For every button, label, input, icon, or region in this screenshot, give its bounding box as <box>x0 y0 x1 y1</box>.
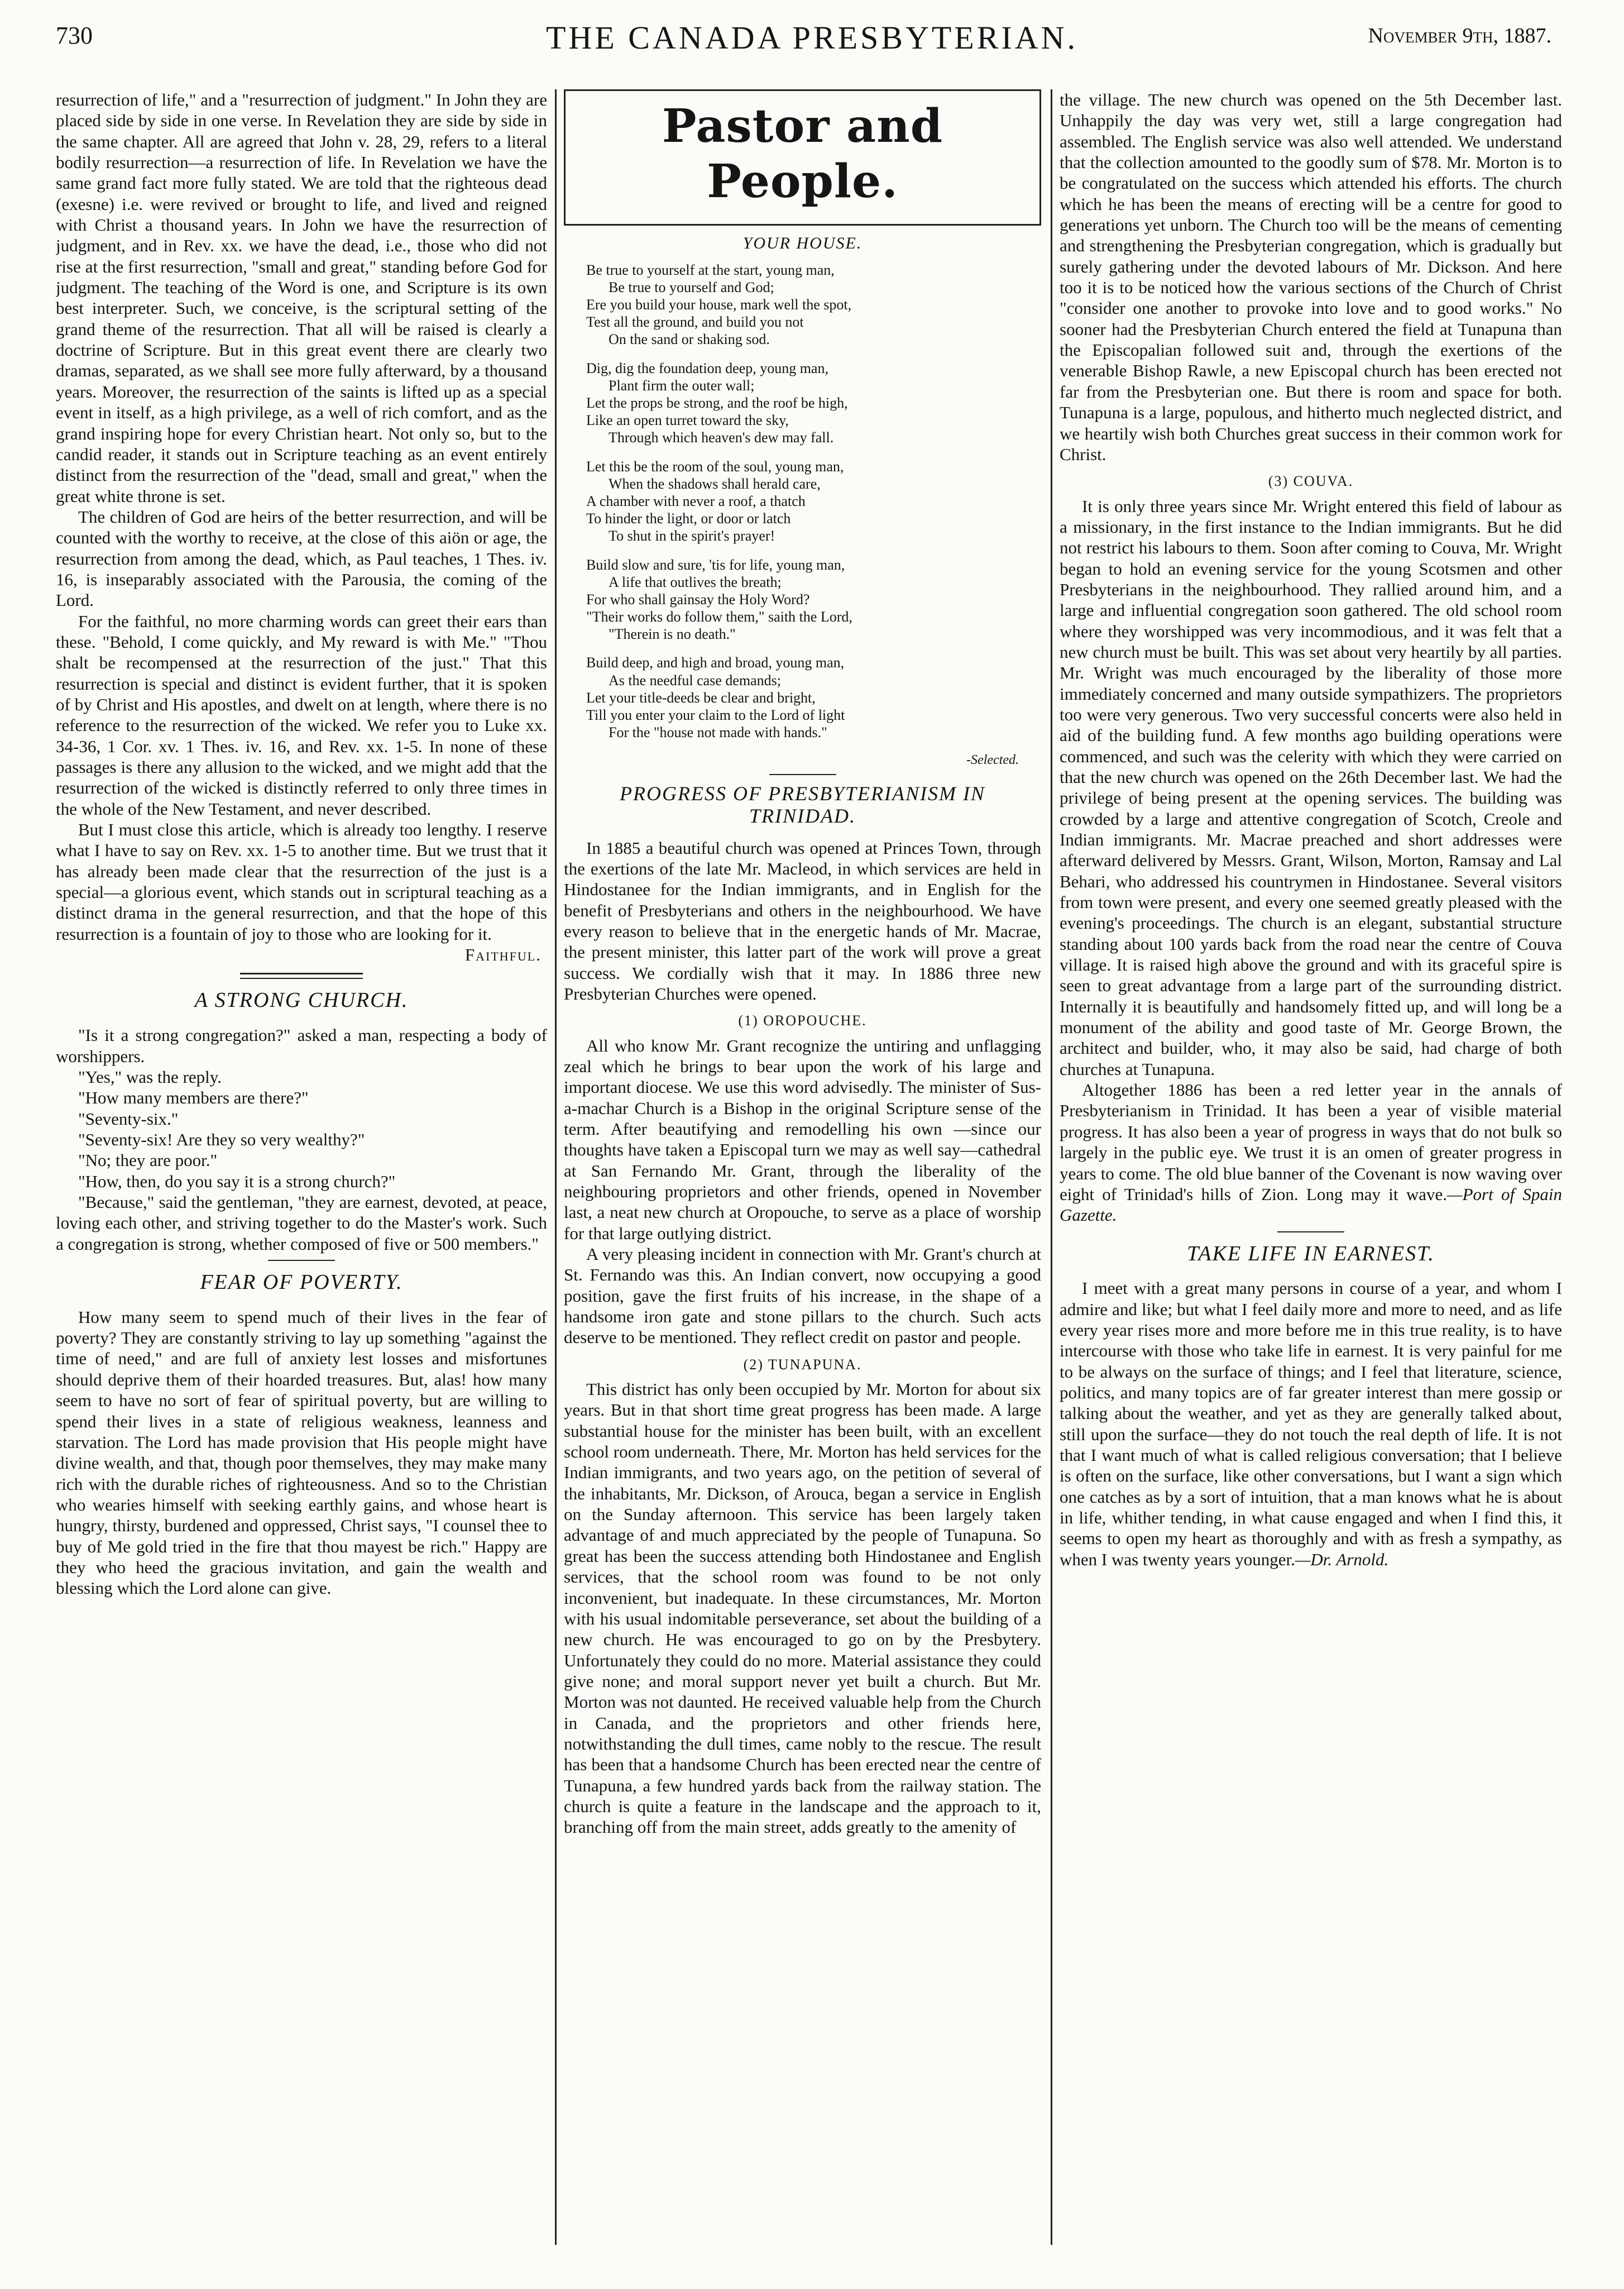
poem-line: "Therein is no death." <box>609 626 736 643</box>
article-paragraph: This district has only been occupied by Mr. Morton for about six years. But in that short time great progress has been made. A large substantial house for the minister has been built, with an excellent school room underneath. There, Mr. Morton has held services for the Indian immigrants, and two years ago, on the petition of several of the inhabitants, Mr. Dickson, of Arouca, began a service in English on the Sunday afternoon. This service has been largely taken advantage of and much appreciated by the people of Tunapuna. So great has been the success attending both Hindostanee and English services, that the school room was found to be not only inconvenient, but inadequate. In these circumstances, Mr. Morton with his usual indomitable perseverance, set about the building of a new church. He was encouraged to go on by the Presbytery. Unfortunately they could do no more. Material assistance they could give none; and moral support never yet built a church. But Mr. Morton was not daunted. He received valuable help from the Church in Canada, and the proprietors and other friends here, notwithstanding the dull times, came nobly to the rescue. The result has been that a handsome Church has been erected near the centre of Tunapuna, a few hundred yards back from the railway station. The church is quite a feature in the landscape and the approach to it, branching off from the main street, adds greatly to the amenity of <box>564 1379 1041 1837</box>
dialogue-line: "Yes," was the reply. <box>78 1067 222 1087</box>
poem-line: To shut in the spirit's prayer! <box>609 528 775 544</box>
article-paragraph: In 1885 a beautiful church was opened at Princes Town, through the exertions of the late Mr. Macleod, in which services are held in Hindostanee for the Indian immigrants, and in English for the benefit of Presbyterians and others in the neighbourhood. We have every reason to believe that in the energetic hands of Mr. Macrae, the present minister, this latter part of the work will prove a great success. We cordially wish that it may. In 1886 three new Presbyterian Churches were opened. <box>564 838 1041 1003</box>
poem-stanza <box>586 360 1041 447</box>
poem-line: As the needful case demands; <box>609 672 782 689</box>
section-divider <box>1277 1231 1344 1232</box>
paragraph-text: I meet with a great many persons in course of a year, and whom I admire and like; but what I feel daily more and more to need, and as life every year rises more and more before me in this true reality, is to have intercourse with those who take life in earnest. It is very painful for me to be always on the surface of things; and I feel that literature, science, politics, and many topics are of far greater interest than mere gossip or talking about the weather, and yet as they are generally talked about, still upon the surface—they do not touch the real depth of life. It is not that I want much of what is called religious conversation; that I believe is often on the surface, like other conversations, but I want a sign which one catches as by a sort of intuition, that a man knows what he is about in life, whither tending, in what cause engaged and when I find this, it seems to open my heart as thoroughly and with as fresh a sympathy, as when I was twenty years younger. <box>1060 1278 1562 1569</box>
article-paragraph: But I must close this article, which is already too lengthy. I reserve what I have to say on Rev. xx. 1-5 to another time. But we trust that it has already been made clear that the resurrection of the just is a special—a glorious event, which stands out in scriptural teaching as a distinct drama in the general resurrection, and that the hope of this resurrection is a fountain of joy to those who are looking for it. <box>56 820 547 944</box>
poem-stanza <box>586 458 1041 545</box>
column-divider <box>555 89 557 2245</box>
dialogue-line: "How many members are there?" <box>78 1088 309 1108</box>
article-paragraph <box>1060 1278 1562 1570</box>
article-paragraph: How many seem to spend much of their lives in the fear of poverty? They are constantly striving to lay up something "against the time of need," and are full of anxiety lest losses and misfortunes should deprive them of their hoarded treasures. But, alas! how many seem to have no sort of fear of spiritual poverty, but are willing to spend their lives in a state of religious weakness, leanness and starvation. The Lord has made provision that His people might have divine wealth, and that, though poor themselves, they may make many rich with the durable riches of righteousness. And so to the Christian who wearies himself with seeking earthly gains, and whose heart is hungry, thirsty, burdened and oppressed, Christ says, "I counsel thee to buy of Me gold tried in the fire that thou mayest be rich." Happy are they who heed the gracious invitation, and gain the wealth and blessing which the Lord alone can give. <box>56 1307 547 1598</box>
column-middle <box>564 89 1041 2256</box>
poem-line: Plant firm the outer wall; <box>609 377 755 394</box>
article-title: A STRONG CHURCH. <box>194 988 409 1012</box>
poem-line: "Their works do follow them," saith the Lord, <box>586 609 852 625</box>
poem-stanza <box>586 556 1041 643</box>
article-paragraph: It is only three years since Mr. Wright entered this field of labour as a missionary, in the first instance to the Indian immigrants. But he did not restrict his labours to them. Soon after coming to Couva, Mr. Wright began to hold an evening service for the young Scotsmen and other Presbyterians in the neighbourhood. They rallied around him, and a large and influential congregation soon gathered. The old school room where they worshipped was very incommodious, and it was felt that a new church must be built. This was set about very heartily by all parties. Mr. Wright was much encouraged by the liberality of those more immediately concerned and many outside sympathizers. The proprietors too were very generous. Two very successful concerts were also held in aid of the building fund. A few months ago building operations were commenced, and such was the celerity with which they were carried on that the new church was opened on the 26th December last. We had the privilege of being present at the opening services. The building was crowded by a large and attentive congregation of Scotch, Creole and Indian immigrants. Mr. Macrae preached and short addresses were afterward delivered by Messrs. Grant, Wilson, Morton, Ramsay and Lal Behari, who addressed his countrymen in Hindostanee. Several visitors from town were present, and every one seemed greatly pleased with the evening's proceedings. The church is an elegant, substantial structure standing about 100 yards back from the road near the centre of Couva village. It is raised high above the ground and with its graceful spire is seen to great advantage from a large part of the surrounding district. Internally it is beautifully and handsomely fitted up, and will long be a monument of the ability and good taste of Mr. George Brown, the architect and builder, who, it may also be said, had charge of both churches at Tunapuna. <box>1060 496 1562 1079</box>
poem-line: Build slow and sure, 'tis for life, young man, <box>586 556 845 573</box>
poem-line: To hinder the light, or door or latch <box>586 510 791 527</box>
poem-line: For the "house not made with hands." <box>609 724 827 741</box>
article-title: PROGRESS OF PRESBYTERIANISM IN TRINIDAD. <box>620 782 985 827</box>
article-paragraph: the village. The new church was opened on the 5th December last. Unhappily the day was very wet, still a large congregation had assembled. The English service was also well attended. We understand that the collection amounted to the goodly sum of $78. Mr. Morton is to be congratulated on the success which attended his efforts. The church which he has been the means of erecting will be a centre for good to generations yet unborn. The Church too will be the means of cementing and strengthening the Presbyterian congregation, which is gradually but surely gathering under the devoted labours of Mr. Dickson. And here too it is to be noticed how the various sections of the Church of Christ "consider one another to provoke into love and to good works." No sooner had the Presbyterian Church entered the field at Tunapuna than the Episcopalian followed suit and, through the exertions of the venerable Bishop Rawle, a new Episcopal church has been erected not far from the Presbyterian one. But there is room and space for both. Tunapuna is a large, populous, and hitherto much neglected district, and we heartily wish both Churches great success in their common work for Christ. <box>1060 90 1562 464</box>
article-paragraph <box>1060 1079 1562 1225</box>
section-divider <box>240 973 363 979</box>
dialogue-line: "No; they are poor." <box>78 1150 218 1170</box>
article-credit: —Port of Spain Gazette. <box>1060 1184 1562 1225</box>
poem-line: Like an open turret toward the sky, <box>586 412 789 429</box>
article-paragraph: resurrection of life," and a "resurrection of judgment." In John they are placed side by side in one verse. In Revelation they are side by side in the same chapter. All are agreed that John v. 28, 29, refers to a literal bodily resurrection—a resurrection of life. In Revelation we have the same grand fact more fully stated. We are told that the righteous dead (exesne) i.e. were revived or brought to life, and lived and reigned with Christ a thousand years. In John we have the resurrection of judgment, and in Rev. xx. we have the dead, i.e., those who did not rise at the first resurrection, "small and great," standing before God for judgment. The teaching of the Word is one, and Scripture is its own best interpreter. Such, we conceive, is the scriptural setting of the grand theme of the resurrection. That all will be raised is clearly a doctrine of Scripture. But in this great event there are clearly two dramas, separated, as we shall see more fully afterward, by a thousand years. Moreover, the resurrection of the saints is lifted up as a special event in itself, as a high privilege, as a well of rich comfort, and as the grand inspiring hope for every Christian heart. Not only so, but to the candid reader, it stands out in Scripture teaching as an event entirely distinct from the resurrection of the "dead, small and great," when the great white throne is set. <box>56 90 547 506</box>
poem-line: Through which heaven's dew may fall. <box>609 429 834 446</box>
poem-line: A chamber with never a roof, a thatch <box>586 493 806 509</box>
poem-line: Let this be the room of the soul, young man, <box>586 458 844 475</box>
poem-line: Test all the ground, and build you not <box>586 314 804 331</box>
subsection-title: (3) COUVA. <box>1268 473 1354 490</box>
section-divider <box>268 1260 335 1261</box>
article-title: TAKE LIFE IN EARNEST. <box>1187 1241 1435 1265</box>
dialogue-line: "How, then, do you say it is a strong church?" <box>78 1171 396 1191</box>
page-header <box>0 0 1624 56</box>
poem-line: Be true to yourself at the start, young man, <box>586 261 835 278</box>
poem-line: When the shadows shall herald care, <box>609 475 821 492</box>
poem-line: Let the props be strong, and the roof be high, <box>586 395 848 412</box>
column-left <box>56 89 547 2256</box>
section-divider <box>769 774 836 775</box>
article-title: FEAR OF POVERTY. <box>200 1270 403 1294</box>
masthead: THE CANADA PRESBYTERIAN. <box>546 20 1078 56</box>
subsection-title: (1) OROPOUCHE. <box>738 1012 867 1029</box>
poem-stanza <box>586 261 1041 348</box>
subsection-title: (2) TUNAPUNA. <box>743 1356 862 1373</box>
article-signoff: Faithful. <box>464 945 542 965</box>
poem-credit: -Selected. <box>966 753 1019 768</box>
poem-line: Let your title-deeds be clear and bright, <box>586 689 816 706</box>
article-paragraph: The children of God are heirs of the better resurrection, and will be counted with the worthy to receive, at the close of this aiön or age, the resurrection from among the dead, which, as Paul teaches, 1 Thes. iv. 16, is inseparably associated with the Parousia, the coming of the Lord. <box>56 506 547 610</box>
issue-date: November 9th, 1887. <box>1368 24 1551 47</box>
paragraph-text: Altogether 1886 has been a red letter year in the annals of Presbyterianism in Trinidad. It has been a year of visible material progress. It has also been a year of progress in ways that do not bulk so largely in the public eye. We trust it is an omen of greater progress in years to come. The old blue banner of the Covenant is now waving over eight of Trinidad's hills of Zion. Long may it wave. <box>1060 1080 1562 1204</box>
poem-line: On the sand or shaking sod. <box>609 331 770 348</box>
dialogue-line: "Seventy-six! Are they so very wealthy?" <box>78 1129 365 1149</box>
section-banner <box>564 89 1041 226</box>
section-title: Pastor and People. <box>662 99 943 208</box>
column-divider <box>1051 89 1052 2245</box>
poem-line: Dig, dig the foundation deep, young man, <box>586 360 828 376</box>
poem-stanza <box>586 654 1041 741</box>
article-paragraph: All who know Mr. Grant recognize the untiring and unflagging zeal which he brings to bear upon the work of his large and important diocese. We use this word advisedly. The minister of Sus-a-machar Church is a Bishop in the original Scripture sense of the term. After beautifying and remodelling his own —since our thoughts have taken a Episcopal turn we may as well say—cathedral at San Fernando Mr. Grant, through the liberality of the neighbouring proprietors and other friends, opened in November last, a neat new church at Oropouche, to serve as a place of worship for that large outlying district. <box>564 1035 1041 1243</box>
article-paragraph: A very pleasing incident in connection with Mr. Grant's church at St. Fernando was this. An Indian convert, now occupying a good position, gave the first fruits of his increase, in the shape of a handsome iron gate and stone pillars to the church. Such acts deserve to be mentioned. They reflect credit on pastor and people. <box>564 1244 1041 1347</box>
poem-line: Be true to yourself and God; <box>609 279 774 295</box>
dialogue-line: "Because," said the gentleman, "they are earnest, devoted, at peace, loving each other, and striving together to do the Master's work. Such a congregation is strong, whether composed of five or 500 members." <box>56 1192 547 1254</box>
poem-line: Till you enter your claim to the Lord of light <box>586 707 845 724</box>
dialogue-line: "Is it a strong congregation?" asked a man, respecting a body of worshippers. <box>56 1025 547 1066</box>
column-right <box>1060 89 1562 2256</box>
poem-title: YOUR HOUSE. <box>742 233 863 252</box>
poem-line: Build deep, and high and broad, young man, <box>586 654 845 671</box>
dialogue-line: "Seventy-six." <box>78 1108 179 1129</box>
poem-line: Ere you build your house, mark well the spot, <box>586 297 852 313</box>
page-number: 730 <box>56 22 93 49</box>
poem-line: For who shall gainsay the Holy Word? <box>586 591 810 608</box>
poem-line: A life that outlives the breath; <box>609 574 782 590</box>
article-credit: —Dr. Arnold. <box>1295 1549 1389 1569</box>
article-paragraph: For the faithful, no more charming words can greet their ears than these. "Behold, I come quickly, and My reward is with Me." "Thou shalt be recompensed at the resurrection of the just." That this resurrection is special and distinct is evident further, that it is spoken of by Christ and His apostles, and dwelt on at length, where there is no reference to the resurrection of the wicked. We refer you to Luke xx. 34-36, 1 Cor. xv. 1 Thes. iv. 16, and Rev. xx. 1-5. In none of these passages is there any allusion to the wicked, and we might add that the resurrection of the wicked is distinctly referred to only three times in the whole of the New Testament, and never described. <box>56 611 547 819</box>
